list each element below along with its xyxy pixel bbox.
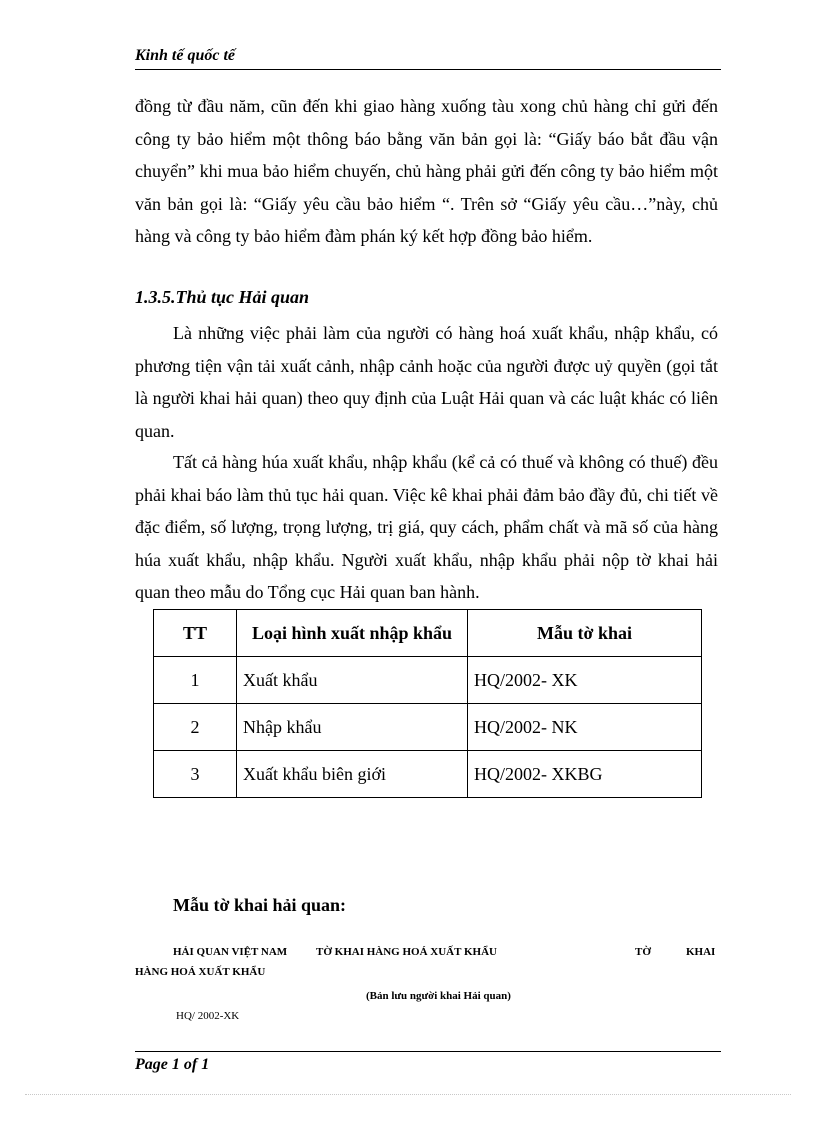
table-header-cell: Mẫu tờ khai xyxy=(468,610,702,657)
table-cell: HQ/2002- NK xyxy=(468,704,702,751)
form-sample-title: Mẫu tờ khai hải quan: xyxy=(173,895,347,915)
page-edge xyxy=(25,1094,791,1095)
page-footer: Page 1 of 1 xyxy=(135,1056,210,1073)
form-to-word: TỜ xyxy=(635,946,651,958)
table-cell: HQ/2002- XK xyxy=(468,657,702,704)
table-row xyxy=(154,704,702,751)
table-cell: Nhập khẩu xyxy=(237,704,468,751)
form-name-continued: HÀNG HOÁ XUẤT KHẨU xyxy=(135,966,266,978)
table-row xyxy=(154,657,702,704)
table-header-row xyxy=(154,610,702,657)
running-header: Kinh tế quốc tế xyxy=(135,47,236,64)
table-cell: Xuất khẩu biên giới xyxy=(237,751,468,798)
paragraph-insurance: đồng từ đầu năm, cũn đến khi giao hàng xuống tàu xong chủ hàng chỉ gửi đến công ty bảo hiểm một thông báo bằng văn bản gọi là: “Giấy báo bắt đầu vận chuyển” khi mua bảo hiểm chuyến, chủ hàng phải gửi đến công ty bảo hiểm một văn bản gọi là: “Giấy yêu cầu bảo hiểm “. Trên sở “Giấy yêu cầu…”này, chủ hàng và công ty bảo hiểm đàm phán ký kết hợp đồng bảo hiểm. xyxy=(135,96,718,246)
paragraph-definition: Là những việc phải làm của người có hàng hoá xuất khẩu, nhập khẩu, có phương tiện vận tải xuất cảnh, nhập cảnh hoặc của người được uỷ quyền (gọi tắt là người khai hải quan) theo quy định của Luật Hải quan và các luật khác có liên quan. xyxy=(135,323,718,441)
form-agency: HẢI QUAN VIỆT NAM xyxy=(173,946,288,958)
header-divider xyxy=(135,69,721,70)
section-heading: 1.3.5.Thủ tục Hải quan xyxy=(135,287,310,307)
table-cell: 1 xyxy=(154,657,237,704)
paragraph-declaration: Tất cả hàng húa xuất khẩu, nhập khẩu (kể cả có thuế và không có thuế) đều phải khai báo làm thủ tục hải quan. Việc kê khai phải đảm bảo đầy đủ, chi tiết về đặc điểm, số lượng, trọng lượng, trị giá, quy cách, phẩm chất và mã số của hàng húa xuất khẩu, nhập khẩu. Người xuất khẩu, nhập khẩu phải nộp tờ khai hải quan theo mẫu do Tổng cục Hải quan ban hành. xyxy=(135,452,718,602)
table-cell: 3 xyxy=(154,751,237,798)
table-header-cell: TT xyxy=(154,610,237,657)
declaration-form-table xyxy=(153,609,702,798)
table-cell: 2 xyxy=(154,704,237,751)
form-khai-word: KHAI xyxy=(686,946,716,958)
table-cell: Xuất khẩu xyxy=(237,657,468,704)
table-row xyxy=(154,751,702,798)
table-header-cell: Loại hình xuất nhập khẩu xyxy=(237,610,468,657)
form-code: HQ/ 2002-XK xyxy=(176,1010,240,1022)
footer-divider xyxy=(135,1051,721,1052)
form-name: TỜ KHAI HÀNG HOÁ XUẤT KHẨU xyxy=(316,946,498,958)
form-copy-note: (Bản lưu người khai Hải quan) xyxy=(366,990,511,1002)
table-cell: HQ/2002- XKBG xyxy=(468,751,702,798)
